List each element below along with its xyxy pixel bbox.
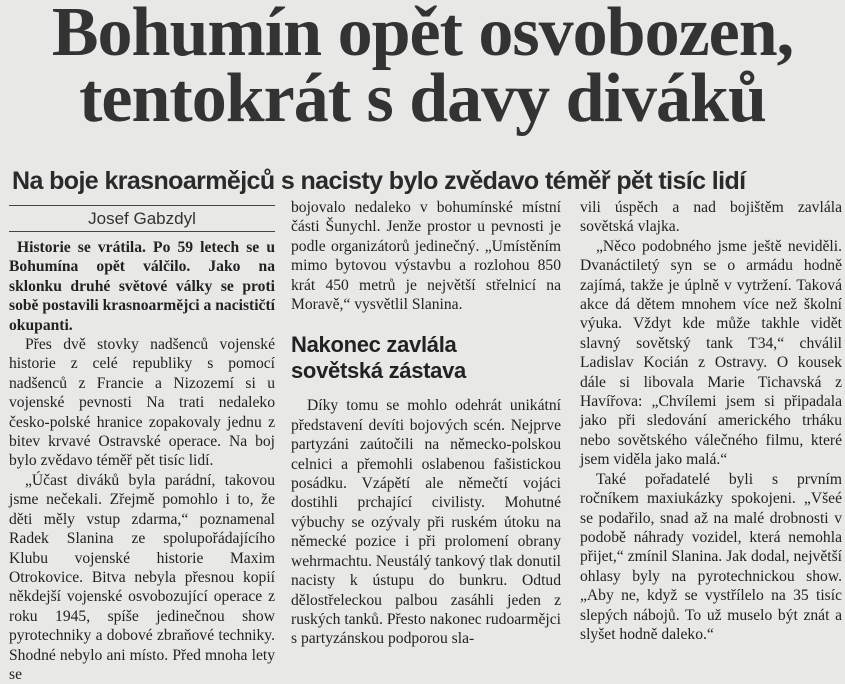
column-1 — [9, 205, 275, 683]
body-paragraph: vili úspěch a nad bojištěm zavlála sovětská vlajka. — [580, 199, 842, 236]
lead-paragraph: Historie se vrátila. Po 59 letech se u Bohumína opět válčilo. Jako na sklonku druhé světové války se proti sobě postavili krasnoarmějci a nacističtí okupanti. — [9, 239, 275, 334]
section-heading — [291, 332, 561, 384]
body-paragraph: „Něco podobného jsme ještě neviděli. Dvanáctiletý syn se o armádu hodně zajímá, takže je úplně v vytržení. Taková akce dá dětem mnohem více než školní výuka. Vždyt kde může takhle vidět slavný sovětský tank T34,“ chválil Ladislav Kocián z Ostravy. O kousek dále si libovala Marie Tichavská z Havířova: „Chvílemi jsem si připadala jako při sledování amerického trháku nebo sovětského válečného filmu, které jsem viděla jako malá.“ — [580, 237, 842, 469]
body-paragraph: Přes dvě stovky nadšenců vojenské historie z celé republiky s pomocí nadšenců z Francie a Nizozemí si u vojenské pevnosti Na trati nedaleko česko-polské hranice zopakovaly jednu z bitev krvavé Ostravské operace. Na boj bylo zvědavo téměř pět tisíc lidí. — [9, 336, 275, 470]
body-paragraph: Také pořadatelé byli s prvním ročníkem maxiukázky spokojeni. „Všeé se podařilo, snad až na malé drobnosti v podobě náhrady vozidel, která nemohla přijet,“ zmínil Slanina. Jak dodal, největší ohlasy byly na pyrotechnickou show. „Aby ne, když se vystřílelo na 35 tisíc slepých nábojů. To už muselo být znát a slyšet hodně daleko.“ — [580, 470, 842, 643]
column-2 — [291, 198, 561, 664]
headline-line-1: Bohumín opět osvobozen, — [51, 0, 794, 71]
headline — [0, 0, 845, 137]
body-paragraph: Díky tomu se mohlo odehrát unikátní představení devíti bojových scén. Nejprve partyzáni zaútočili na německo-polskou celnici a přemohli oslabenou fašistickou posádku. Vzápětí ale němečtí vojáci dostihli prchající civilisty. Mohutné výbuchy se ozývaly při ruském útoku na německé pozice i při prolomení obrany wehrmachtu. Neustálý tankový tlak donutil nacisty k ústupu do bunkru. Odtud dělostřeleckou palbou zasáhli jeden z ruských tanků. Přesto nakonec rudoarmějci s partyzánskou podporou sla- — [291, 397, 561, 648]
headline-line-2: tentokrát s davy diváků — [79, 60, 766, 137]
section-heading-line-1: Nakonec zavlála — [291, 332, 457, 358]
author-byline: Josef Gabzdyl — [9, 205, 275, 232]
column-3 — [580, 198, 842, 664]
subheadline: Na boje krasnoarmějců s nacisty bylo zvědavo téměř pět tisíc lidí — [12, 167, 746, 195]
body-paragraph: „Účast diváků byla parádní, takovou jsme nečekali. Zřejmě pomohlo i to, že děti měly vstup zdarma,“ poznamenal Radek Slanina ze spolupořádajícího Klubu vojenské historie Maxim Otrokovice. Bitva nebyla přesnou kopií někdejší vojenské osvobozující operace z roku 1945, spíše jedinečnou show pyrotechniky a dobové zbraňové techniky. Shodné nebylo ani místo. Před mnoha lety se — [9, 471, 275, 683]
section-heading-line-2: sovětská zástava — [291, 358, 466, 384]
body-paragraph: bojovalo nedaleko v bohumínské místní části Šunychl. Jenže prostor u pevnosti je podle organizátorů jedinečný. „Umístěním mimo bytovou výstavbu a rozlohou 850 krát 450 metrů je největší střelnicí na Moravě,“ vysvětlil Slanina. — [291, 199, 561, 314]
